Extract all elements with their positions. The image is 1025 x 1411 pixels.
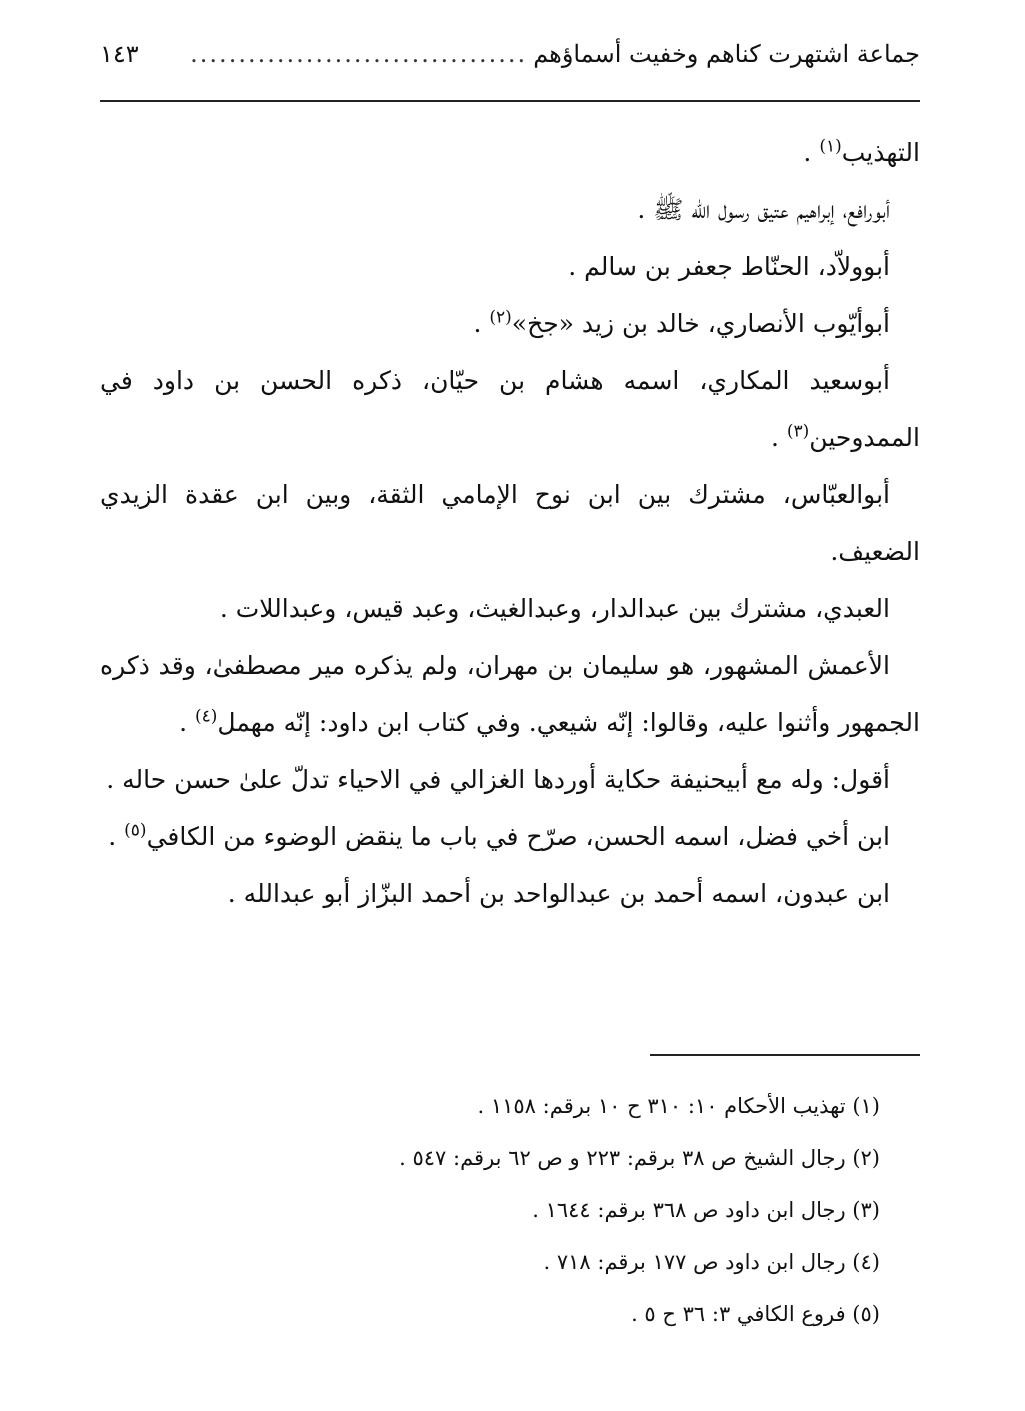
paragraph-text: ابن عبدون، اسمه أحمد بن عبدالواحد بن أحمد البزّاز أبو عبدالله .: [227, 879, 890, 908]
paragraph-9: [100, 751, 920, 808]
paragraph-10: [100, 808, 920, 865]
paragraph-end: .: [473, 309, 482, 338]
footnote-ref: (٢): [489, 307, 512, 328]
footnote-ref: (١): [819, 136, 842, 157]
paragraph-end: .: [770, 423, 779, 452]
paragraph-11: [100, 865, 920, 922]
chapter-title: جماعة اشتهرت كناهم وخفيت أسماؤهم: [533, 40, 920, 68]
paragraph-6: [100, 466, 920, 580]
paragraph-text: العبدي، مشترك بين عبدالدار، وعبدالغيث، وعبد قيس، وعبداللات .: [219, 594, 890, 623]
paragraph-end: .: [179, 708, 188, 737]
footnote-4: (٤) رجال ابن داود ص ١٧٧ برقم: ٧١٨ .: [543, 1250, 880, 1274]
paragraph-end: .: [803, 138, 812, 167]
paragraph-3: [100, 238, 920, 295]
footnote-ref: (٥): [124, 820, 147, 841]
paragraph-text: أبوأيّوب الأنصاري، خالد بن زيد «جخ»: [511, 309, 890, 338]
running-header: [100, 40, 920, 102]
footnote-2: (٢) رجال الشيخ ص ٣٨ برقم: ٢٢٣ و ص ٦٢ برقم: ٥٤٧ .: [399, 1146, 880, 1170]
paragraph-4: [100, 295, 920, 352]
paragraph-5: [100, 352, 920, 466]
leader-dots: ...................................: [190, 40, 528, 68]
paragraph-text: أبوسعيد المكاري، اسمه هشام بن حيّان، ذكره الحسن بن داود في الممدوحين: [100, 366, 920, 452]
book-page: [100, 40, 920, 1326]
paragraph-text: الأعمش المشهور، هو سليمان بن مهران، ولم يذكره مير مصطفىٰ، وقد ذكره الجمهور وأثنوا عليه، وقالوا: إنّه شيعي. وفي كتاب ابن داود: إنّه مهمل: [100, 651, 920, 737]
footnote-3: (٣) رجال ابن داود ص ٣٦٨ برقم: ١٦٤٤ .: [532, 1198, 880, 1222]
paragraph-2: [100, 181, 920, 238]
paragraph-1: [100, 124, 920, 181]
footnote-separator: [650, 1054, 920, 1056]
paragraph-text: أبوولاّد، الحنّاط جعفر بن سالم .: [568, 252, 890, 281]
paragraph-8: [100, 637, 920, 751]
paragraph-text: ابن أخي فضل، اسمه الحسن، صرّح في باب ما ينقض الوضوء من الكافي: [146, 822, 890, 851]
paragraph-text: أبورافع، إبراهيم عتيق رسول الله ﷺ .: [637, 195, 890, 224]
footnote-ref: (٤): [195, 706, 218, 727]
footnotes: [399, 1080, 880, 1340]
paragraph-text: أقول: وله مع أبيحنيفة حكاية أوردها الغزالي في الاحياء تدلّ علىٰ حسن حاله .: [106, 765, 890, 794]
footnote-5: (٥) فروع الكافي ٣: ٣٦ ح ٥ .: [631, 1302, 880, 1326]
main-text: [100, 124, 920, 922]
footnote-1: (١) تهذيب الأحكام ١٠: ٣١٠ ح ١٠ برقم: ١١٥٨ .: [477, 1094, 880, 1118]
paragraph-text: التهذيب: [841, 138, 920, 167]
paragraph-text: أبوالعبّاس، مشترك بين ابن نوح الإمامي الثقة، وبين ابن عقدة الزيدي الضعيف.: [100, 480, 920, 566]
paragraph-7: [100, 580, 920, 637]
paragraph-end: .: [108, 822, 117, 851]
footnote-ref: (٣): [786, 421, 810, 442]
page-number: ١٤٣: [100, 40, 139, 68]
